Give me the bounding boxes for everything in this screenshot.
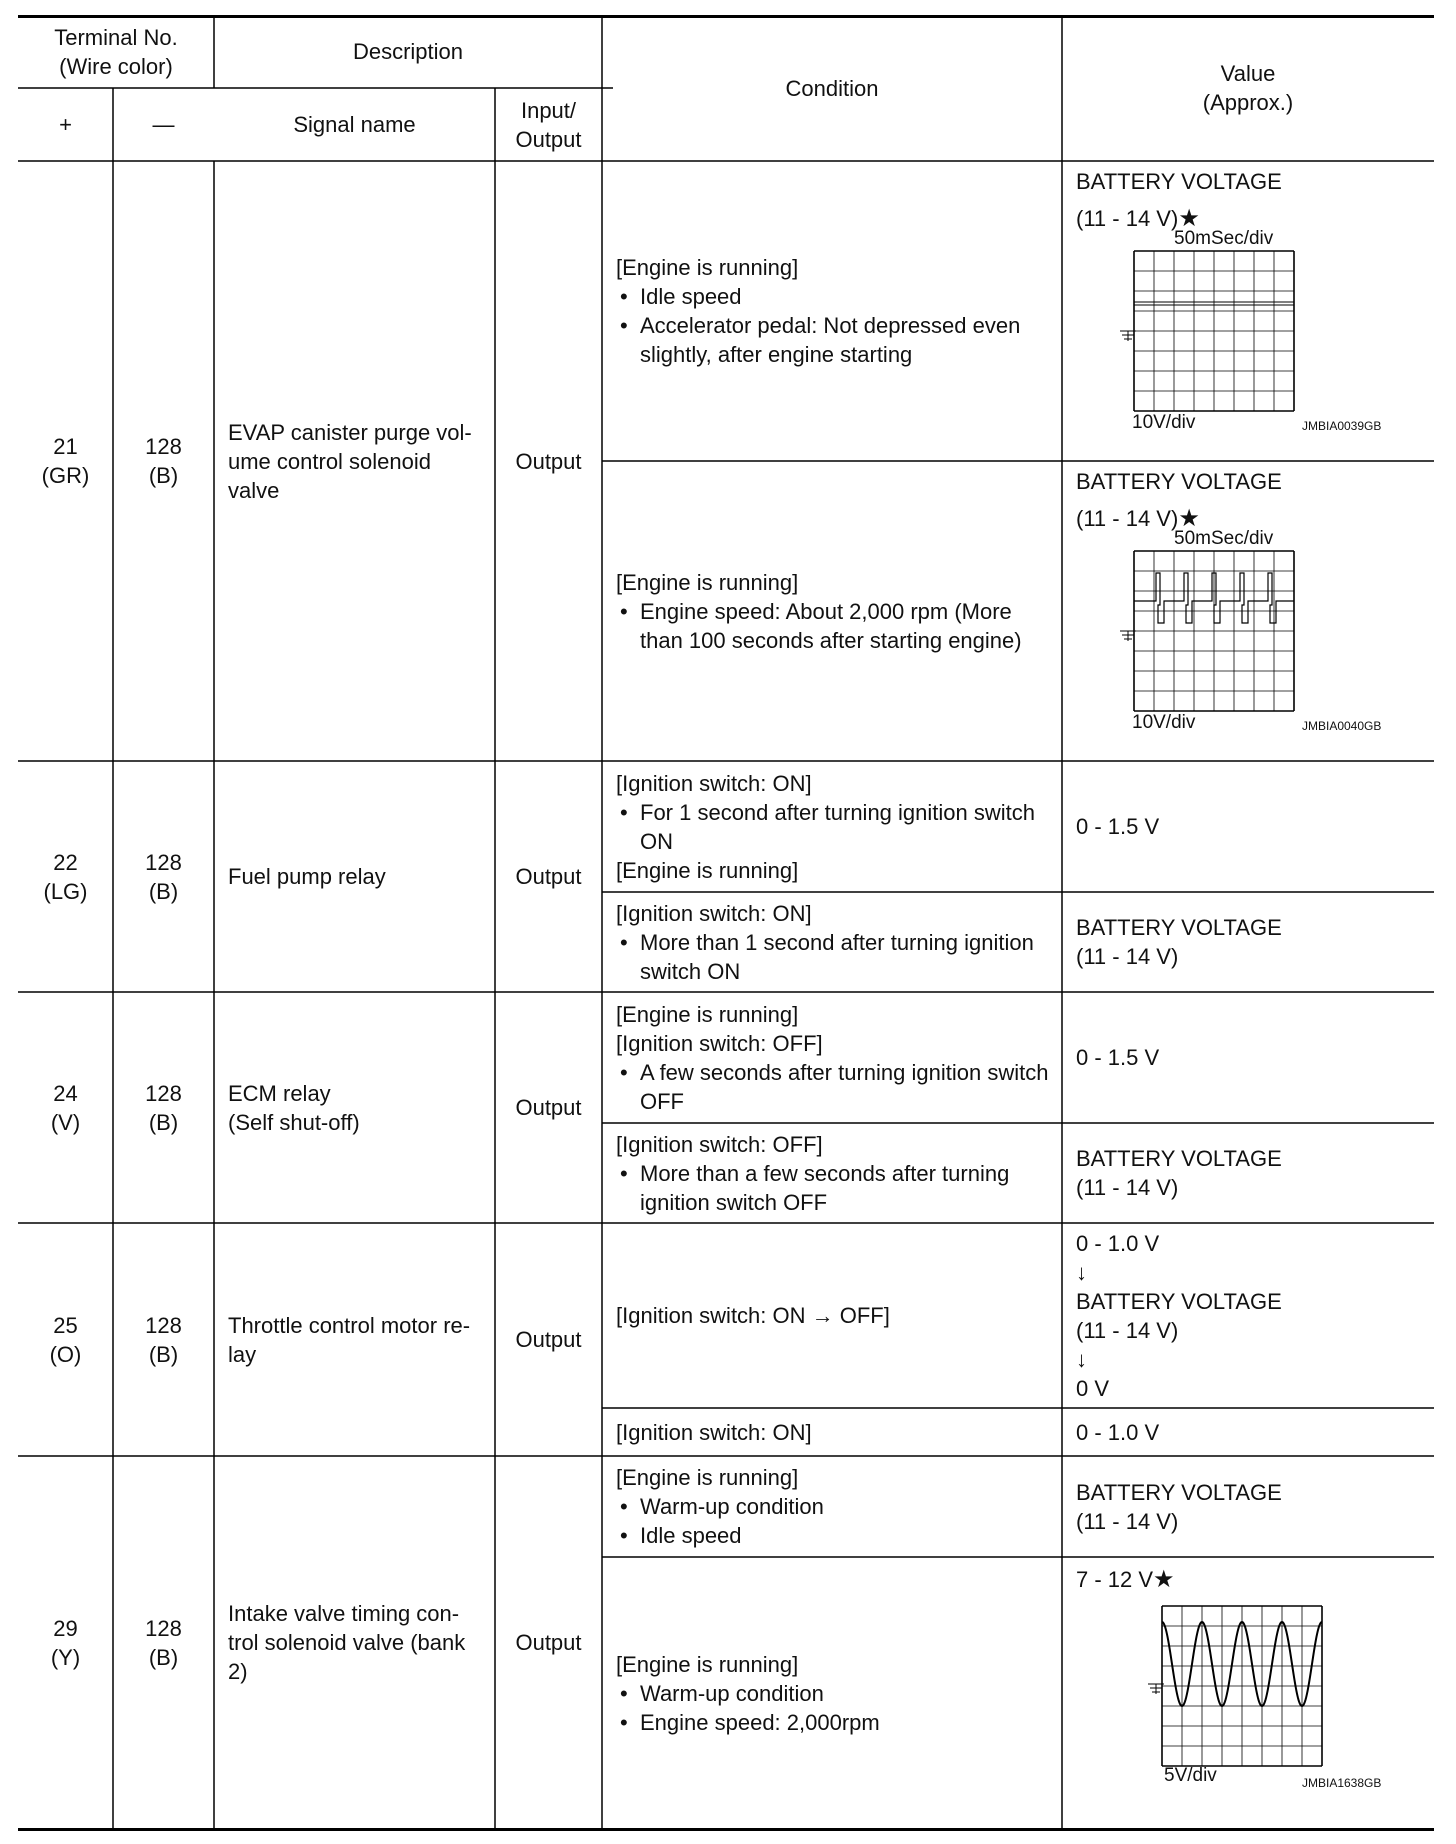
value-cell [1062,1223,1434,1408]
volt-div-label: 5V/div [1164,1765,1217,1786]
header-minus [113,88,214,161]
value-cell [1062,1408,1434,1456]
star-icon: ★ [1178,205,1200,232]
value-line: 0 - 1.5 V [1076,1045,1160,1070]
condition-head: [Engine is running] [616,255,799,280]
terminal-plus: 24 [53,1080,78,1106]
table-row-21-signal [214,161,495,761]
value-range: (11 - 14 V) [1076,506,1179,531]
value-cell [1062,161,1434,461]
table-row-22-io [495,761,602,992]
wire-color-minus: (B) [148,878,179,904]
header-plus-label: + [59,112,72,137]
wire-color-minus: (B) [148,1644,179,1670]
signal-name-line: valve [228,477,280,503]
time-div-label: 50mSec/div [1174,528,1274,549]
condition-cell [602,1408,1062,1456]
signal-name-line: 2) [228,1659,248,1684]
terminal-minus: 128 [145,1312,182,1338]
value-line: (11 - 14 V) [1076,1175,1179,1200]
star-icon: ★ [1178,505,1200,532]
condition-cell [602,892,1062,992]
waveform-figure [1076,228,1416,435]
condition-cell [602,1557,1062,1829]
header-input-output [495,88,602,161]
condition-bullet: • Idle speed [616,1521,1052,1550]
volt-div-label: 10V/div [1132,412,1196,433]
io-type: Output [515,1327,582,1352]
signal-name-line: EVAP canister purge vol- [228,419,472,445]
terminal-plus: 22 [53,849,78,875]
header-terminal-no-label: Terminal No. [54,24,178,50]
value-line: BATTERY VOLTAGE [1076,1479,1282,1505]
arrow-down-icon: ↓ [1076,1346,1087,1372]
header-wire-color-label: (Wire color) [59,53,173,79]
value-line: (11 - 14 V) [1076,1317,1179,1343]
wire-color-minus: (B) [148,1109,179,1135]
value-cell [1062,992,1434,1123]
header-approx-label: (Approx.) [1202,90,1294,115]
star-icon: ★ [1153,1566,1175,1593]
time-div-label: 50mSec/div [1174,228,1274,249]
condition-head: [Engine is running] [616,1465,799,1490]
condition-head: [Ignition switch: ON → OFF] [616,1303,890,1328]
table-row-22-minus [113,761,214,992]
io-type: Output [515,448,582,474]
image-code: JMBIA0040GB [1302,719,1382,733]
table-row-25-plus [18,1223,113,1456]
terminal-plus: 25 [53,1312,78,1338]
header-output-label: Output [515,126,582,152]
signal-name-line: lay [228,1341,257,1367]
header-minus-label: — [152,112,175,137]
wire-color-minus: (B) [148,463,179,488]
value-line: 0 - 1.5 V [1076,814,1160,839]
value-cell [1062,461,1434,761]
condition-bullet: • Warm-up condition [616,1679,1052,1708]
value-range: 7 - 12 V [1076,1567,1154,1592]
terminal-plus: 29 [53,1615,78,1641]
value-line: BATTERY VOLTAGE [1076,915,1282,940]
table-row-25-io [495,1223,602,1456]
table-row-29-plus [18,1456,113,1829]
table-row-22-plus [18,761,113,992]
scope-grid [1162,1606,1322,1766]
table-row-22-signal [214,761,495,992]
table-row-25-minus [113,1223,214,1456]
scope-grid [1134,551,1294,711]
table-row-24-minus [113,992,214,1223]
table-row-21-minus [113,161,214,761]
condition-head: [Ignition switch: ON] [616,770,812,796]
header-signal-name-label: Signal name [293,112,416,137]
terminal-minus: 128 [145,849,182,875]
waveform-figure [1076,528,1416,735]
arrow-down-icon: ↓ [1076,1259,1087,1285]
table-row-29-minus [113,1456,214,1829]
table-row-29-io [495,1456,602,1829]
waveform-figure [1076,1598,1416,1814]
terminal-minus: 128 [145,1615,182,1641]
signal-name-line: Fuel pump relay [228,864,386,889]
table-row-24-signal [214,992,495,1223]
io-type: Output [515,864,582,889]
value-star-line [1076,1565,1424,1594]
header-condition [602,15,1062,161]
condition-head: [Ignition switch: OFF] [616,1030,823,1056]
image-code: JMBIA0039GB [1302,419,1382,433]
condition-cell [602,1223,1062,1408]
condition-head: [Engine is running] [616,1001,799,1027]
volt-div-label: 10V/div [1132,712,1196,733]
condition-bullet: • Engine speed: 2,000rpm [616,1708,1052,1737]
header-description [214,15,602,88]
condition-cell [602,1456,1062,1557]
signal-name-line: trol solenoid valve (bank [228,1630,466,1655]
waveform-scope [1076,535,1416,735]
signal-name-line: ECM relay [228,1080,331,1106]
value-line: BATTERY VOLTAGE [1076,1146,1282,1171]
io-type: Output [515,1095,582,1120]
condition-bullet: • Warm-up condition [616,1492,1052,1521]
condition-bullet: • For 1 second after turning ignition switch ON [616,798,1052,856]
value-line: 0 - 1.0 V [1076,1419,1160,1445]
signal-name-line: Throttle control motor re- [228,1312,471,1338]
header-value [1062,15,1434,161]
condition-head: [Engine is running] [616,1651,799,1677]
header-value-label: Value [1220,61,1276,86]
wire-color-plus: (GR) [41,463,90,488]
value-cell [1062,892,1434,992]
table-row-21-io [495,161,602,761]
header-description-label: Description [352,39,464,64]
condition-bullet: • Accelerator pedal: Not depressed even slightly, after engine starting [616,311,1052,369]
header-plus [18,88,113,161]
condition-cell [602,161,1062,461]
signal-name-line: ume control solenoid [228,448,432,474]
table-row-25-signal [214,1223,495,1456]
condition-head: [Engine is running] [616,569,799,595]
terminal-table [18,15,1434,1831]
header-condition-label: Condition [785,75,879,101]
value-cell [1062,761,1434,892]
wire-color-plus: (LG) [43,878,88,904]
value-cell [1062,1557,1434,1829]
wire-color-plus: (Y) [50,1644,81,1670]
table-row-24-io [495,992,602,1223]
condition-cell [602,992,1062,1123]
value-line: (11 - 14 V) [1076,1508,1179,1534]
table-row-21-plus [18,161,113,761]
terminal-minus: 128 [145,1080,182,1106]
condition-cell [602,1123,1062,1223]
header-terminal-no [18,15,214,88]
condition-head: [Ignition switch: OFF] [616,1131,823,1157]
header-signal-name [214,88,495,161]
condition-bullet: • More than 1 second after turning ignition switch ON [616,928,1052,986]
image-code: JMBIA1638GB [1302,1776,1382,1790]
signal-name-line: (Self shut-off) [228,1109,360,1135]
condition-bullet: • A few seconds after turning ignition switch OFF [616,1058,1052,1116]
condition-cell [602,761,1062,892]
value-range: (11 - 14 V) [1076,206,1179,231]
value-line: BATTERY VOLTAGE [1076,1288,1282,1314]
signal-name-line: Intake valve timing con- [228,1601,460,1626]
wire-color-minus: (B) [148,1341,179,1367]
terminal-minus: 128 [145,434,182,459]
value-line: BATTERY VOLTAGE [1076,469,1282,494]
condition-head: [Ignition switch: ON] [616,1419,812,1445]
terminal-plus: 21 [53,434,78,459]
condition-bullet: • Idle speed [616,282,1052,311]
header-input-label: Input/ [520,97,577,123]
table-row-24-plus [18,992,113,1223]
value-line: 0 V [1076,1375,1110,1401]
table-row-29-signal [214,1456,495,1829]
condition-bullet: • Engine speed: About 2,000 rpm (More than 100 seconds after starting engine) [616,597,1052,655]
value-line: (11 - 14 V) [1076,944,1179,969]
value-cell [1062,1123,1434,1223]
value-line: 0 - 1.0 V [1076,1230,1160,1256]
wire-color-plus: (O) [49,1341,82,1367]
waveform-scope [1076,235,1416,435]
condition-head: [Ignition switch: ON] [616,900,812,926]
condition-cell [602,461,1062,761]
value-line: BATTERY VOLTAGE [1076,169,1282,194]
wire-color-plus: (V) [50,1109,81,1135]
value-cell [1062,1456,1434,1557]
condition-tail: [Engine is running] [616,857,799,883]
scope-grid [1134,251,1294,411]
io-type: Output [515,1630,582,1655]
condition-bullet: • More than a few seconds after turning ignition switch OFF [616,1159,1052,1217]
